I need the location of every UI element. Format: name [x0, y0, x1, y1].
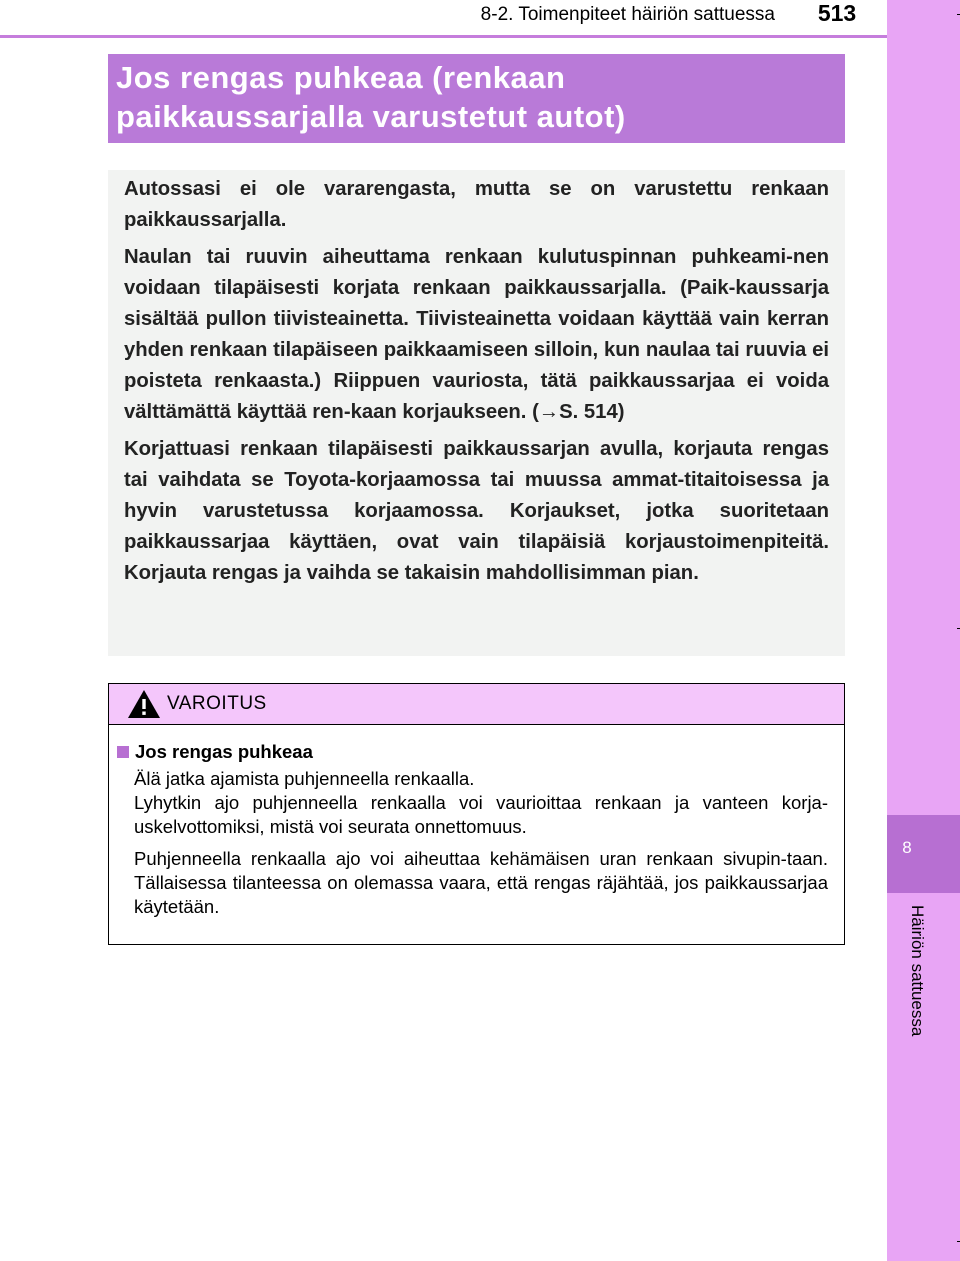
- chapter-tab-label: Häiriön sattuessa: [908, 905, 927, 1037]
- warning-line: Älä jatka ajamista puhjenneella renkaalla.: [134, 768, 475, 789]
- warning-box: [108, 683, 845, 945]
- section-title-banner: [108, 54, 845, 143]
- warning-line: Lyhytkin ajo puhjenneella renkaalla voi vaurioittaa renkaan ja vanteen korja-uskelvottomiksi, mistä voi seurata onnettomuus.: [134, 792, 828, 837]
- intro-paragraph: Naulan tai ruuvin aiheuttama renkaan kulutuspinnan puhkeami-nen voidaan tilapäisesti korjata renkaan paikkaussarjalla. (Paik-kaussarja sisältää pullon tiivisteainetta. Tiivisteainetta voidaan käyttää vain kerran yhden renkaan tilapäiseen paikkaamiseen silloin, kun naulaa tai ruuvia ei poisteta renkaasta.) Riippuen vauriosta, tätä paikkaussarjaa ei voida välttämättä käyttää ren-kaan korjaukseen. (→S. 514): [124, 246, 829, 423]
- intro-box: [108, 170, 845, 656]
- page-number: 513: [817, 0, 857, 26]
- warning-heading-text: Jos rengas puhkeaa: [135, 741, 313, 762]
- warning-title: VAROITUS: [167, 693, 267, 714]
- warning-heading: [117, 740, 828, 764]
- warning-header: [109, 684, 844, 725]
- warning-paragraph: [134, 767, 828, 839]
- chapter-tab-number: 8: [902, 838, 912, 857]
- intro-paragraph: Korjattuasi renkaan tilapäisesti paikkaussarjan avulla, korjauta rengas tai vaihdata se Toyota-korjaamossa tai muussa ammat-titaitoisessa ja hyvin varustetussa korjaamossa. Korjaukset, jotka suoritetaan paikkaussarjaa käyttäen, ovat vain tilapäisiä korjaustoimenpiteitä. Korjauta rengas ja vaihda se takaisin mahdollisimman pian.: [124, 438, 829, 584]
- header-rule: [0, 35, 887, 38]
- running-header-section-title: 8-2. Toimenpiteet häiriön sattuessa: [480, 4, 775, 25]
- square-bullet-icon: [117, 746, 129, 758]
- warning-paragraph: Puhjenneella renkaalla ajo voi aiheuttaa kehämäisen uran renkaan sivupin-taan. Tällaisessa tilanteessa on olemassa vaara, että rengas räjähtää, jos paikkaussarjaa käytetään.: [134, 848, 828, 917]
- intro-paragraph: Autossasi ei ole vararengasta, mutta se on varustettu renkaan paikkaussarjalla.: [124, 178, 829, 231]
- section-title-line: paikkaussarjalla varustetut autot): [116, 99, 626, 134]
- warning-triangle-icon: [127, 689, 161, 719]
- section-title-line: Jos rengas puhkeaa (renkaan: [116, 60, 566, 95]
- side-strip: [887, 0, 960, 1261]
- warning-body: [109, 725, 844, 919]
